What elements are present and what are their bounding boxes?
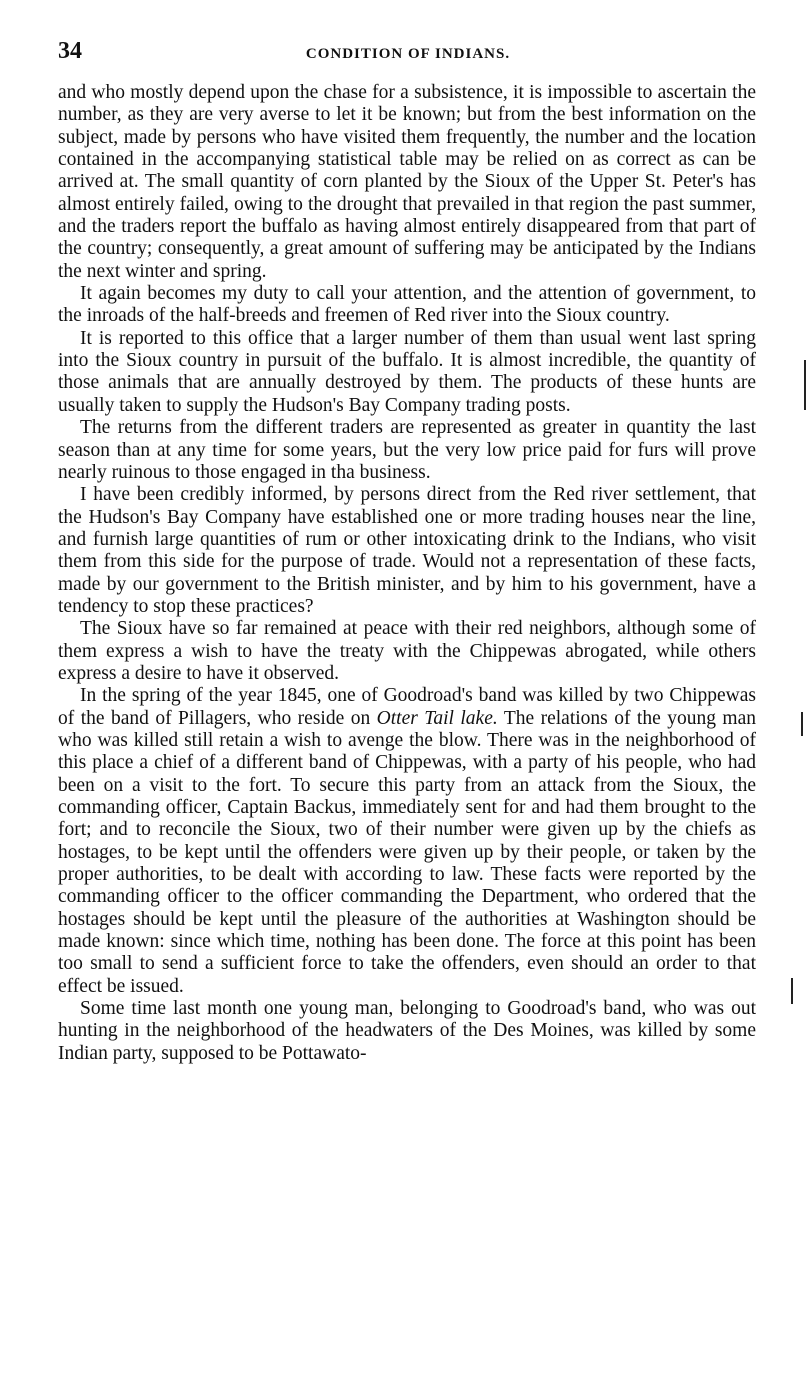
margin-mark-middle (801, 712, 803, 736)
paragraph-3: It is reported to this office that a larger number of them than usual went last spring into the Sioux country in pursuit of the buffalo. It is almost incredible, the quantity of those animals that are annually destroyed by them. The products of these hunts are usually taken to supply the Hudson's Bay Company trading posts. (58, 327, 756, 416)
body-text (58, 82, 756, 1065)
paragraph-5: I have been credibly informed, by persons direct from the Red river settlement, that the Hudson's Bay Company have established one or more trading houses near the line, and furnish large quantities of rum or other intoxicating drink to the Indians, who visit them from this side for the purpose of trade. Would not a representation of these facts, made by our government to the British minister, and by him to his government, have a tendency to stop these practices? (58, 484, 756, 617)
paragraph-2: It again becomes my duty to call your attention, and the attention of government, to the inroads of the half-breeds and freemen of Red river into the Sioux country. (58, 283, 756, 327)
page-number: 34 (58, 38, 82, 64)
margin-mark-top (804, 360, 806, 410)
page-header (58, 38, 758, 72)
paragraph-8: Some time last month one young man, belonging to Goodroad's band, who was out hunting in the neighborhood of the headwaters of the Des Moines, was killed by some Indian party, supposed to be Pottawato- (58, 998, 756, 1064)
paragraph-6: The Sioux have so far remained at peace with their red neighbors, although some of them express a wish to have the treaty with the Chippewas abrogated, while others express a desire to have it observed. (58, 618, 756, 684)
running-head: CONDITION OF INDIANS. (305, 46, 511, 62)
paragraph-4: The returns from the different traders are represented as greater in quantity the last season than at any time for some years, but the very low price paid for furs will prove nearly ruinous to those engaged in tha business. (58, 417, 756, 483)
margin-mark-lower (791, 978, 793, 1004)
paragraph-7-text-b: The relations of the young man who was killed still retain a wish to avenge the blow. There was in the neighborhood of this place a chief of a different band of Chippewas, with a party of his people, who had been on a visit to the fort. To secure this party from an attack from the Sioux, the commanding officer, Captain Backus, immediately sent for and had them brought to the fort; and to reconcile the Sioux, two of their number were given up by the chiefs as hostages, to be kept until the offenders were given up by their people, or taken by the proper authorities, to be dealt with according to law. These facts were reported by the commanding officer to the officer commanding the Department, who ordered that the hostages should be kept until the pleasure of the authorities at Washington should be made known: since which time, nothing has been done. The force at this point has been too small to send a sufficient force to take the offenders, even should an order to that effect be issued. (58, 707, 756, 997)
place-name-italic: Otter Tail lake. (376, 707, 498, 729)
paragraph-7 (58, 685, 756, 998)
paragraph-7-text-a: In the spring of the year 1845, one of Goodroad's band was killed by two Chippewas of the band of Pillagers, who reside on (58, 685, 756, 729)
paragraph-1: and who mostly depend upon the chase for a subsistence, it is impossible to ascertain the number, as they are very averse to let it be known; but from the best information on the subject, made by persons who have visited them frequently, the number and the location contained in the accompanying statistical table may be relied on as correct as can be arrived at. The small quantity of corn planted by the Sioux of the Upper St. Peter's has almost entirely failed, owing to the drought that prevailed in that region the past summer, and the traders report the buffalo as having almost entirely disappeared from that part of the country; consequently, a great amount of suffering may be anticipated by the Indians the next winter and spring. (58, 82, 756, 282)
